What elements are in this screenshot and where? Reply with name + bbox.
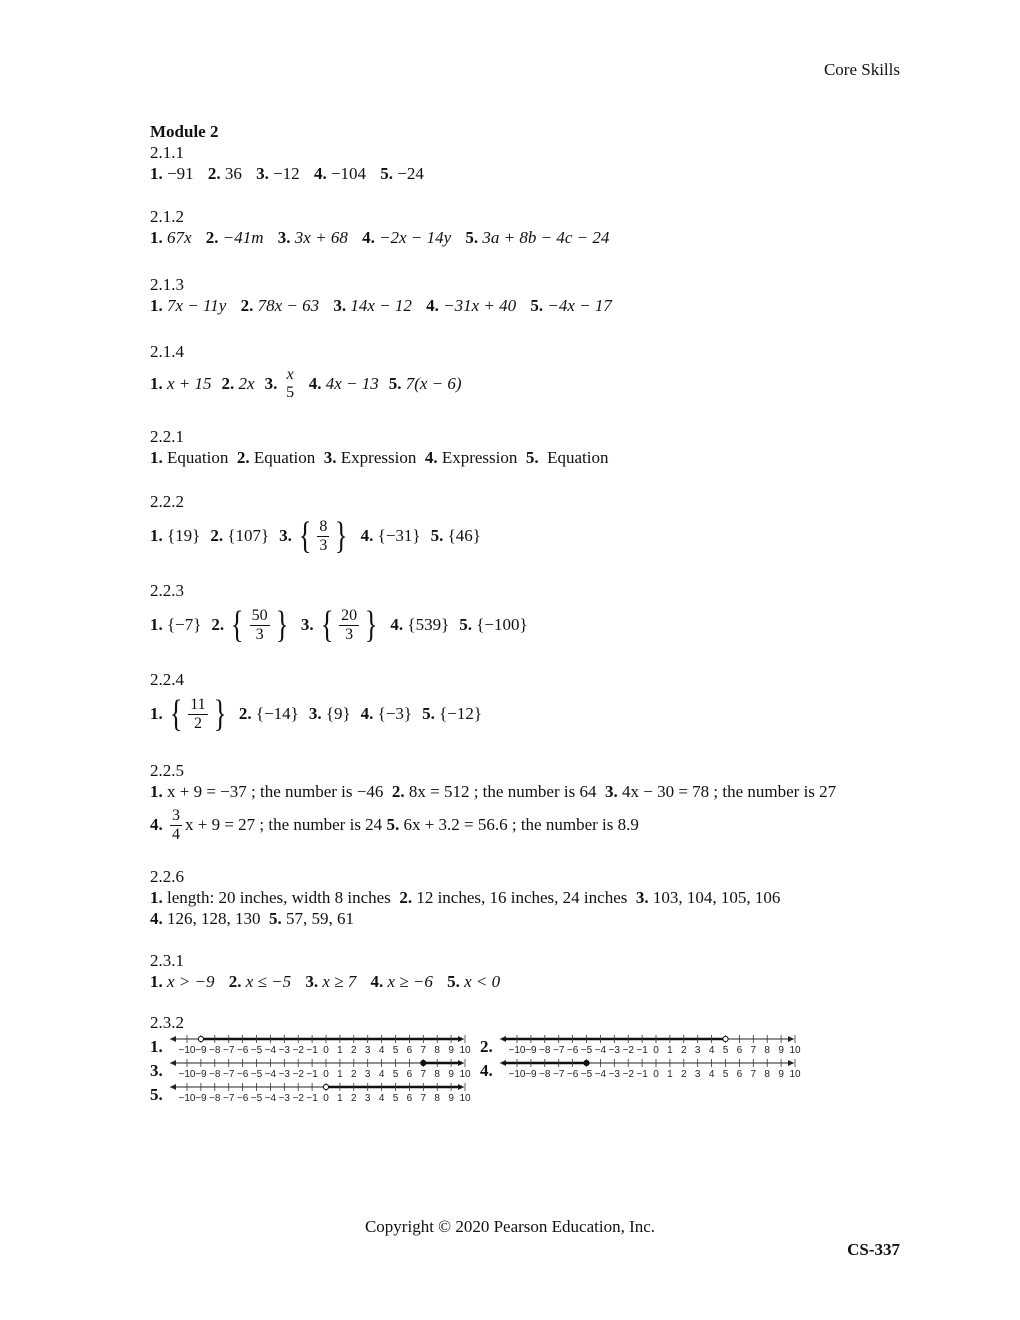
item-number: 2.: [480, 1037, 493, 1056]
tick-label: 9: [448, 1069, 454, 1080]
fraction: [170, 807, 182, 844]
arrowhead: [170, 1084, 176, 1090]
right-brace: }: [335, 515, 348, 557]
tick-label: −2: [622, 1045, 634, 1056]
tick-label: −10: [178, 1069, 196, 1080]
tick-label: −8: [209, 1069, 221, 1080]
answer: x + 9 = −37 ; the number is −46: [167, 782, 384, 801]
tick-label: −2: [622, 1069, 634, 1080]
tick-label: 3: [694, 1045, 701, 1056]
tick-label: −10: [178, 1045, 196, 1056]
answer: {107}: [227, 526, 270, 545]
tick-label: −2: [292, 1045, 304, 1056]
answer: length: 20 inches, width 8 inches: [167, 888, 391, 907]
section-id: 2.2.6: [150, 867, 184, 886]
tick-label: −9: [525, 1069, 537, 1080]
section-id: 2.3.1: [150, 951, 184, 970]
answer: −4x − 17: [547, 296, 612, 315]
numerator: 8: [319, 517, 328, 535]
fraction: [250, 607, 270, 644]
tick-label: −4: [264, 1069, 277, 1080]
answer: 67x: [167, 228, 192, 247]
tick-label: 0: [323, 1069, 329, 1080]
tick-label: −3: [278, 1093, 291, 1104]
fraction: [339, 607, 359, 644]
tick-label: 5: [392, 1093, 399, 1104]
item-number: 4.: [480, 1061, 493, 1080]
section-id: 2.2.5: [150, 761, 184, 780]
tick-label: −1: [636, 1045, 648, 1056]
tick-label: −8: [539, 1069, 551, 1080]
tick-label: 2: [681, 1069, 687, 1080]
arrowhead: [788, 1060, 794, 1066]
tick-label: 5: [722, 1045, 729, 1056]
tick-label: 10: [789, 1069, 801, 1080]
tick-label: 9: [448, 1045, 454, 1056]
number-line: [496, 1057, 801, 1081]
answer: 4x − 30 = 78 ; the number is 27: [621, 782, 837, 801]
tick-label: 1: [337, 1093, 343, 1104]
tick-label: 4: [378, 1045, 385, 1056]
tick-label: −1: [306, 1093, 318, 1104]
answer: {9}: [325, 704, 351, 723]
answer: {−7}: [167, 615, 202, 634]
left-brace: {: [320, 604, 334, 646]
denominator: 3: [345, 625, 354, 643]
answer: x + 9 = 27 ; the number is 24: [185, 815, 383, 834]
denominator: 5: [286, 384, 295, 401]
answer: 4x − 13: [325, 374, 379, 393]
tick-label: −5: [250, 1093, 263, 1104]
number-line-answer: [150, 1081, 470, 1105]
tick-label: −3: [608, 1069, 621, 1080]
fraction: [285, 366, 296, 402]
tick-label: −5: [250, 1045, 263, 1056]
tick-label: −2: [292, 1093, 304, 1104]
tick-label: −8: [209, 1045, 221, 1056]
tick-label: 6: [736, 1045, 743, 1056]
tick-label: −5: [580, 1045, 593, 1056]
answer: {19}: [167, 526, 201, 545]
right-brace: }: [213, 693, 227, 735]
answer: x ≥ −6: [387, 972, 433, 991]
answer-line: 1. x + 15 2. 2x 3. x 5 4. 4x − 13 5. 7(x − 6): [150, 366, 462, 401]
number-line-answer: [150, 1057, 470, 1081]
answer: Expression: [340, 448, 417, 467]
tick-label: 7: [420, 1093, 427, 1104]
open-endpoint: [198, 1036, 203, 1041]
tick-label: 5: [392, 1069, 399, 1080]
arrowhead: [170, 1036, 176, 1042]
tick-label: −3: [608, 1045, 621, 1056]
answer-line: 1. length: 20 inches, width 8 inches 2. 12 inches, 16 inches, 24 inches 3. 103, 104, 105, 106: [150, 888, 781, 907]
tick-label: −10: [178, 1093, 196, 1104]
section-id: 2.1.2: [150, 207, 184, 226]
answer-line: 1. 7x − 11y 2. 78x − 63 3. 14x − 12 4. −31x + 40 5. −4x − 17: [150, 296, 612, 315]
tick-label: −3: [278, 1069, 291, 1080]
tick-label: 2: [351, 1069, 357, 1080]
answer: −104: [330, 164, 367, 183]
tick-label: −5: [580, 1069, 593, 1080]
answer: 36: [224, 164, 242, 183]
tick-label: −5: [250, 1069, 263, 1080]
tick-label: 9: [778, 1069, 784, 1080]
tick-label: −4: [594, 1069, 607, 1080]
answer: Equation: [253, 448, 316, 467]
tick-label: −8: [209, 1093, 221, 1104]
section-id: 2.1.3: [150, 275, 184, 294]
answer: x + 15: [167, 374, 212, 393]
module-title: Module 2: [150, 122, 219, 141]
tick-label: −8: [539, 1045, 551, 1056]
numerator: 50: [251, 606, 268, 624]
denominator: 3: [319, 536, 328, 554]
running-header: Core Skills: [823, 60, 900, 79]
numerator: 11: [190, 695, 206, 713]
number-line: [166, 1081, 471, 1105]
answer-line: 1. { $\frac{11}{2}$ } 2. {−14} 3. {9} 4. {−3} 5. {−12}: [150, 693, 482, 735]
tick-label: −10: [508, 1069, 526, 1080]
tick-label: −7: [552, 1045, 565, 1056]
answer-line: 1. {−7} 2. { $\frac{50}{3}$ } 3. { $\frac{20}{3}$ } 4. {539} 5. {−100}: [150, 604, 528, 646]
tick-label: −1: [306, 1045, 318, 1056]
tick-label: 3: [694, 1069, 701, 1080]
answer: 7(x − 6): [405, 374, 462, 393]
tick-label: 6: [406, 1069, 413, 1080]
closed-endpoint: [421, 1060, 426, 1065]
tick-label: 7: [750, 1069, 757, 1080]
tick-label: 6: [736, 1069, 743, 1080]
closed-endpoint: [584, 1060, 589, 1065]
answer-line: 1. x + 9 = −37 ; the number is −46 2. 8x = 512 ; the number is 64 3. 4x − 30 = 78 ; the number is 27: [150, 782, 837, 801]
section-id: 2.1.4: [150, 342, 184, 361]
tick-label: 8: [434, 1045, 440, 1056]
answer: 78x − 63: [257, 296, 320, 315]
answer: 8x = 512 ; the number is 64: [408, 782, 597, 801]
answer: Expression: [441, 448, 518, 467]
tick-label: −7: [222, 1045, 235, 1056]
answer: −41m: [222, 228, 264, 247]
number-line: [166, 1033, 471, 1057]
number-line: [496, 1033, 801, 1057]
tick-label: −7: [222, 1093, 235, 1104]
answer: {−12}: [439, 704, 482, 723]
tick-label: −4: [594, 1045, 607, 1056]
tick-label: −6: [236, 1069, 249, 1080]
left-brace: {: [298, 515, 312, 557]
denominator: 3: [255, 625, 264, 643]
section-id: 2.2.3: [150, 581, 184, 600]
answer: {539}: [407, 615, 450, 634]
answer-line: 4. 126, 128, 130 5. 57, 59, 61: [150, 909, 354, 928]
tick-label: 7: [750, 1045, 757, 1056]
tick-label: 10: [459, 1093, 471, 1104]
item-number: 3.: [150, 1061, 163, 1080]
number-line: [166, 1057, 471, 1081]
open-endpoint: [323, 1084, 328, 1089]
tick-label: 2: [681, 1045, 687, 1056]
answer: x ≤ −5: [245, 972, 292, 991]
tick-label: 4: [708, 1045, 715, 1056]
answer: x ≥ 7: [322, 972, 357, 991]
tick-label: 10: [459, 1069, 471, 1080]
tick-label: −6: [236, 1093, 249, 1104]
answer: 2x: [238, 374, 255, 393]
arrowhead: [170, 1060, 176, 1066]
tick-label: 7: [420, 1045, 427, 1056]
copyright-footer: Copyright © 2020 Pearson Education, Inc.: [364, 1217, 656, 1236]
page-number: CS-337: [847, 1240, 900, 1259]
answer: 3a + 8b − 4c − 24: [482, 228, 610, 247]
tick-label: −9: [195, 1045, 207, 1056]
tick-label: 1: [667, 1045, 673, 1056]
tick-label: 6: [406, 1093, 413, 1104]
answer: x < 0: [464, 972, 501, 991]
denominator: 4: [172, 825, 180, 843]
tick-label: 1: [337, 1045, 343, 1056]
answer: {−14}: [255, 704, 299, 723]
fraction: [188, 696, 207, 733]
number-line-answer: [150, 1033, 470, 1057]
answer: {−3}: [377, 704, 413, 723]
answer-line: 1. x > −9 2. x ≤ −5 3. x ≥ 7 4. x ≥ −6 5. x < 0: [150, 972, 501, 991]
denominator: 2: [193, 714, 202, 732]
fraction: [317, 518, 329, 555]
answer: −24: [397, 164, 424, 183]
tick-label: 8: [434, 1069, 440, 1080]
tick-label: 8: [764, 1045, 770, 1056]
number-line-answer: [480, 1057, 800, 1081]
answer: 103, 104, 105, 106: [652, 888, 781, 907]
section-id: 2.2.2: [150, 492, 184, 511]
open-endpoint: [723, 1036, 728, 1041]
tick-label: −9: [525, 1045, 537, 1056]
tick-label: 0: [653, 1069, 659, 1080]
section-id: 2.1.1: [150, 143, 184, 162]
answer: −2x − 14y: [379, 228, 452, 247]
right-brace: }: [275, 604, 289, 646]
tick-label: −7: [552, 1069, 565, 1080]
answer: {−31}: [377, 526, 421, 545]
tick-label: −7: [222, 1069, 235, 1080]
answer-line: 1. −91 2. 36 3. −12 4. −104 5. −24: [150, 164, 424, 183]
tick-label: −2: [292, 1069, 304, 1080]
tick-label: −9: [195, 1093, 207, 1104]
answer: −31x + 40: [443, 296, 517, 315]
answer: {−100}: [476, 615, 528, 634]
tick-label: 9: [448, 1093, 454, 1104]
tick-label: 10: [459, 1045, 471, 1056]
left-brace: {: [169, 693, 183, 735]
answer: {46}: [447, 526, 481, 545]
tick-label: 1: [667, 1069, 673, 1080]
tick-label: 7: [420, 1069, 427, 1080]
tick-label: −1: [636, 1069, 648, 1080]
numerator: x: [286, 366, 294, 383]
tick-label: 3: [364, 1045, 371, 1056]
answer: 6x + 3.2 = 56.6 ; the number is 8.9: [403, 815, 639, 834]
tick-label: 3: [364, 1069, 371, 1080]
section-id: 2.2.4: [150, 670, 184, 689]
tick-label: 0: [653, 1045, 659, 1056]
answer: −91: [167, 164, 194, 183]
answer: 7x − 11y: [167, 296, 227, 315]
answer-line: 1. Equation 2. Equation 3. Expression 4. Expression 5. Equation: [150, 448, 609, 467]
answer: 12 inches, 16 inches, 24 inches: [416, 888, 628, 907]
tick-label: 8: [434, 1093, 440, 1104]
tick-label: 4: [378, 1093, 385, 1104]
tick-label: 5: [722, 1069, 729, 1080]
tick-label: −6: [566, 1069, 579, 1080]
tick-label: 8: [764, 1069, 770, 1080]
tick-label: 6: [406, 1045, 413, 1056]
tick-label: −3: [278, 1045, 291, 1056]
answer: −12: [273, 164, 300, 183]
answer: 14x − 12: [350, 296, 412, 315]
number-line-grid: [150, 1033, 910, 1105]
tick-label: 4: [378, 1069, 385, 1080]
answer-line: 4. $\frac{3}{4}$ x + 9 = 27 ; the number is 24 5. 6x + 3.2 = 56.6 ; the number is 8.9: [150, 806, 639, 843]
answer: Equation: [547, 448, 609, 467]
tick-label: −10: [508, 1045, 526, 1056]
answer: Equation: [167, 448, 229, 467]
answer-line: 1. 67x 2. −41m 3. 3x + 68 4. −2x − 14y 5. 3a + 8b − 4c − 24: [150, 228, 610, 247]
tick-label: 10: [789, 1045, 801, 1056]
arrowhead: [788, 1036, 794, 1042]
tick-label: 1: [337, 1069, 343, 1080]
answer: 57, 59, 61: [286, 909, 354, 928]
tick-label: −6: [566, 1045, 579, 1056]
numerator: 20: [341, 606, 358, 624]
tick-label: 2: [351, 1093, 357, 1104]
tick-label: −6: [236, 1045, 249, 1056]
answer: x > −9: [167, 972, 215, 991]
tick-label: 0: [323, 1045, 329, 1056]
section-id: 2.2.1: [150, 427, 184, 446]
tick-label: 0: [323, 1093, 329, 1104]
number-line-answer: [480, 1033, 800, 1057]
tick-label: −4: [264, 1093, 277, 1104]
numerator: 3: [172, 806, 180, 824]
answer: 126, 128, 130: [167, 909, 261, 928]
left-brace: {: [231, 604, 244, 646]
tick-label: −4: [264, 1045, 277, 1056]
tick-label: 4: [708, 1069, 715, 1080]
tick-label: 2: [351, 1045, 357, 1056]
tick-label: 3: [364, 1093, 371, 1104]
item-number: 5.: [150, 1085, 163, 1104]
tick-label: 9: [778, 1045, 784, 1056]
answer: 3x + 68: [294, 228, 348, 247]
item-number: 1.: [150, 1037, 163, 1056]
tick-label: −1: [306, 1069, 318, 1080]
answer-line: 1. {19} 2. {107} 3. { $\frac{8}{3}$ } 4. {−31} 5. {46}: [150, 515, 481, 557]
answer-key: [150, 121, 910, 1105]
section-id: 2.3.2: [150, 1013, 184, 1032]
tick-label: −9: [195, 1069, 207, 1080]
right-brace: }: [364, 604, 378, 646]
tick-label: 5: [392, 1045, 399, 1056]
